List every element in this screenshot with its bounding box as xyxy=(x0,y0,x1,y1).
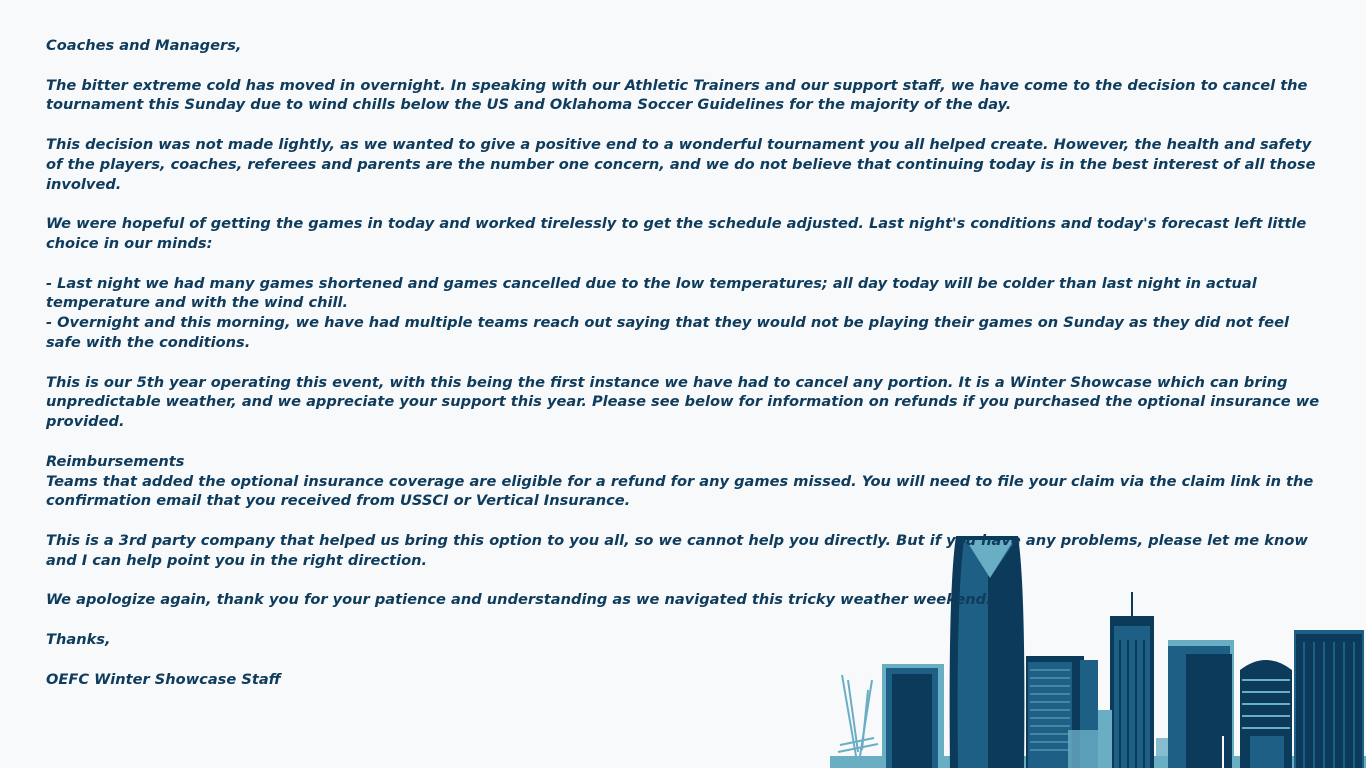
letter-greeting: Coaches and Managers, xyxy=(46,37,242,54)
letter-signature: OEFC Winter Showcase Staff xyxy=(46,670,281,688)
letter-bullet-overnight: - Overnight and this morning, we have had multiple teams reach out saying that they would not be playing their games on Sunday as they did not feel safe with the conditions. xyxy=(46,314,1290,351)
letter-paragraph-insurance: Teams that added the optional insurance coverage are eligible for a refund for any games missed. You will need to file your claim via the claim link in the confirmation email that you received from USSCI or Vertical Insurance. xyxy=(46,472,1314,510)
letter-paragraph-third-party: This is a 3rd party company that helped us bring this option to you all, so we cannot help you directly. But if you have any problems, please let me know and I can help point you in the right direction. xyxy=(46,531,1308,569)
letter-paragraph-decision: This decision was not made lightly, as we wanted to give a positive end to a wonderful tournament you all helped create. However, the health and safety of the players, coaches, referees and parents are the number one concern, and we do not believe that continuing today is in the best interest of all those involved. xyxy=(46,135,1316,193)
letter-bullet-last-night: - Last night we had many games shortened and games cancelled due to the low temperatures; all day today will be colder than last night in actual temperature and with the wind chill. xyxy=(46,274,1257,312)
letter-paragraph-fifth-year: This is our 5th year operating this event, with this being the first instance we have had to cancel any portion. It is a Winter Showcase which can bring unpredictable weather, and we appreciate your support this year. Please see below for information on refunds if you purchased the optional insurance we provided. xyxy=(46,373,1320,431)
letter-paragraph-hopeful: We were hopeful of getting the games in today and worked tirelessly to get the schedule adjusted. Last night's conditions and today's forecast left little choice in our minds: xyxy=(46,215,1307,252)
reimbursements-heading: Reimbursements xyxy=(46,452,185,470)
letter-paragraph-cancellation: The bitter extreme cold has moved in overnight. In speaking with our Athletic Trainers and our support staff, we have come to the decision to cancel the tournament this Sunday due to wind chills below the US and Oklahoma Soccer Guidelines for the majority of the day. xyxy=(46,76,1308,114)
announcement-letter xyxy=(46,36,1326,709)
letter-paragraph-apology: We apologize again, thank you for your patience and understanding as we navigated this tricky weather weekend. xyxy=(46,591,992,609)
letter-signoff: Thanks, xyxy=(46,630,111,648)
